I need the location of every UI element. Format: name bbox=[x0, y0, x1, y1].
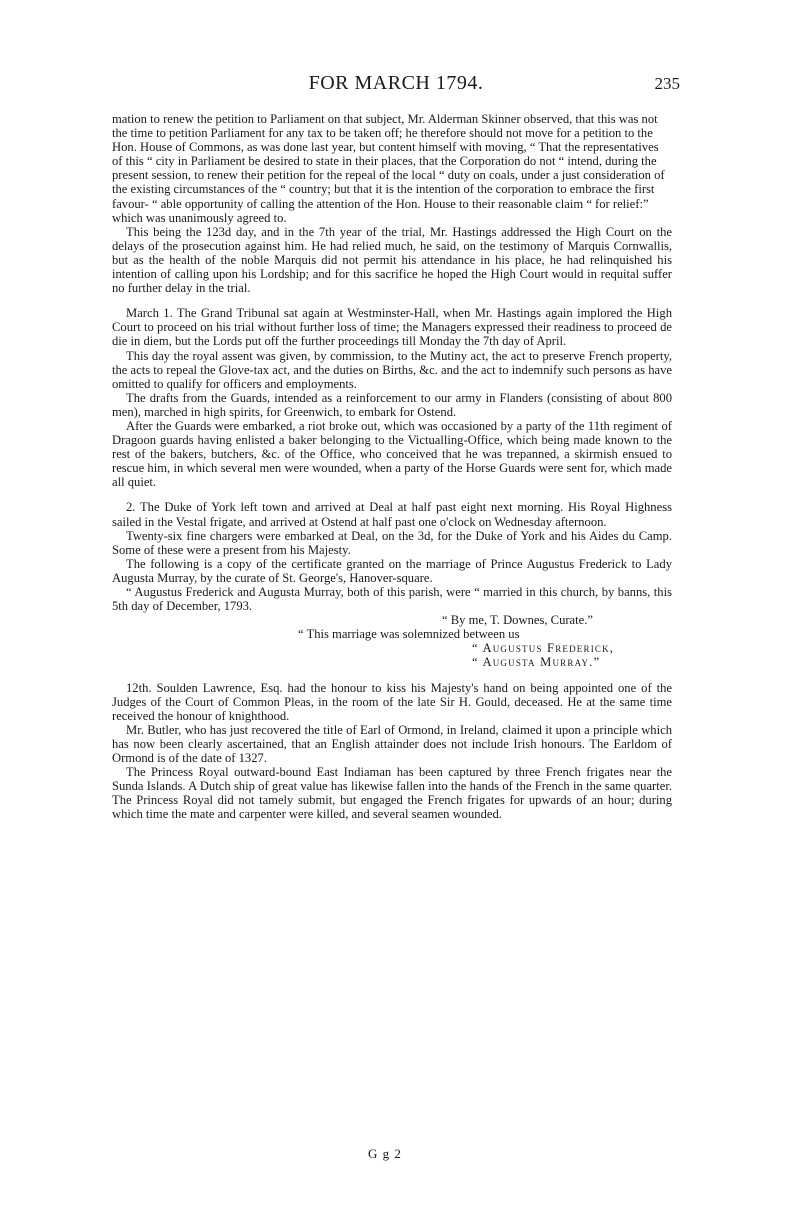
paragraph-hastings-123d-day: This being the 123d day, and in the 7th year of the trial, Mr. Hastings addressed the High Court on the delays of the prosecution against him. He had relied much, he said, on the testimony of Marquis Cornwallis, but as the health of the noble Marquis did not permit his attendance in his place, he had relinquished his intention of calling upon his Lordship; and for this sacrifice he hoped the High Court would in requital suffer no further delay in the trial. bbox=[112, 224, 672, 296]
page-number: 235 bbox=[654, 74, 680, 93]
certificate-line: “ Augustus Frederick and Augusta Murray, both of this parish, were “ married in this church, by banns, this 5th day of December, 1793. bbox=[112, 585, 672, 614]
certificate-bride-name: “ Augusta Murray.” bbox=[472, 655, 601, 670]
paragraph-riot: After the Guards were embarked, a riot broke out, which was occasioned by a party of the 11th regiment of Dragoon guards having enlisted a baker belonging to the Victualling-Office, which being made known to the rest of the bakers, butchers, &c. of the Office, who conceived that he was trepanned, a skirmish ensued to rescue him, in which several men were wounded, when a party of the Horse Guards were sent for, which made all quiet. bbox=[112, 418, 672, 490]
paragraph-certificate-intro: The following is a copy of the certificate granted on the marriage of Prince Augustus Frederick to Lady Augusta Murray, by the curate of St. George's, Hanover-square. bbox=[112, 556, 672, 585]
paragraph-soulden-lawrence: 12th. Soulden Lawrence, Esq. had the honour to kiss his Majesty's hand on being appointed one of the Judges of the Court of Common Pleas, in the room of the late Sir H. Gould, deceased. He at the same time received the honour of knighthood. bbox=[112, 680, 672, 723]
marriage-certificate bbox=[112, 585, 672, 670]
paragraph-duke-of-york: 2. The Duke of York left town and arrived at Deal at half past eight next morning. His Royal Highness sailed in the Vestal frigate, and arrived at Ostend at half past one o'clock on Wednesday afternoon. bbox=[112, 500, 672, 529]
paragraph-royal-assent: This day the royal assent was given, by commission, to the Mutiny act, the act to preserve French property, the acts to repeal the Glove-tax act, and the duties on Births, &c. and the act to indemnify such persons as have omitted to qualify for officers and employments. bbox=[112, 348, 672, 391]
paragraph-earl-of-ormond: Mr. Butler, who has just recovered the title of Earl of Ormond, in Ireland, claimed it upon a principle which has now been clearly ascertained, that an English attainder does not include Irish honours. The Earldom of Ormond is of the date of 1327. bbox=[112, 722, 672, 766]
certificate-groom-name: “ Augustus Frederick, bbox=[472, 641, 615, 656]
certificate-curate-line: “ By me, T. Downes, Curate.” bbox=[442, 613, 593, 628]
paragraph-guards-drafts: The drafts from the Guards, intended as a reinforcement to our army in Flanders (consisting of about 800 men), marched in high spirits, for Greenwich, to embark for Ostend. bbox=[112, 390, 672, 419]
paragraph-princess-royal: The Princess Royal outward-bound East Indiaman has been captured by three French frigates near the Sunda Islands. A Dutch ship of great value has likewise fallen into the hands of the French in the same quarter. The Princess Royal did not tamely submit, but engaged the French frigates for upwards of an hour; during which time the mate and carpenter were killed, and several seamen wounded. bbox=[112, 765, 672, 822]
signature-mark: G g 2 bbox=[368, 1146, 402, 1161]
paragraph-coal-petition: mation to renew the petition to Parliament on that subject, Mr. Alderman Skinner observed, that this was not the time to petition Parliament for any tax to be taken off; he therefore should not move for a petition to the Hon. House of Commons, as was done last year, but content himself with moving, “ That the representatives of this “ city in Parliament be desired to state in their places, that the Corporation do not “ intend, during the present session, to renew their petition for the repeal of the local “ duty on coals, under a just consideration of the existing circumstances of the “ country; but that it is the intention of the corporation to embrace the first favour- “ able opportunity of calling the attention of the Hon. House to their reasonable claim “ for relief:” which was unanimously agreed to. bbox=[112, 112, 665, 225]
body-text bbox=[112, 112, 672, 822]
certificate-solemnized-line: “ This marriage was solemnized between us bbox=[298, 627, 520, 642]
paragraph-chargers: Twenty-six fine chargers were embarked at Deal, on the 3d, for the Duke of York and his Aides du Camp. Some of these were a present from his Majesty. bbox=[112, 528, 672, 557]
running-header bbox=[112, 72, 680, 102]
paragraph-march-1: March 1. The Grand Tribunal sat again at Westminster-Hall, when Mr. Hastings again implored the High Court to proceed on his trial without further loss of time; the Managers expressed their readiness to proceed de die in diem, but the Lords put off the further proceedings till Monday the 7th day of April. bbox=[112, 306, 672, 349]
page-title: FOR MARCH 1794. bbox=[308, 72, 484, 94]
